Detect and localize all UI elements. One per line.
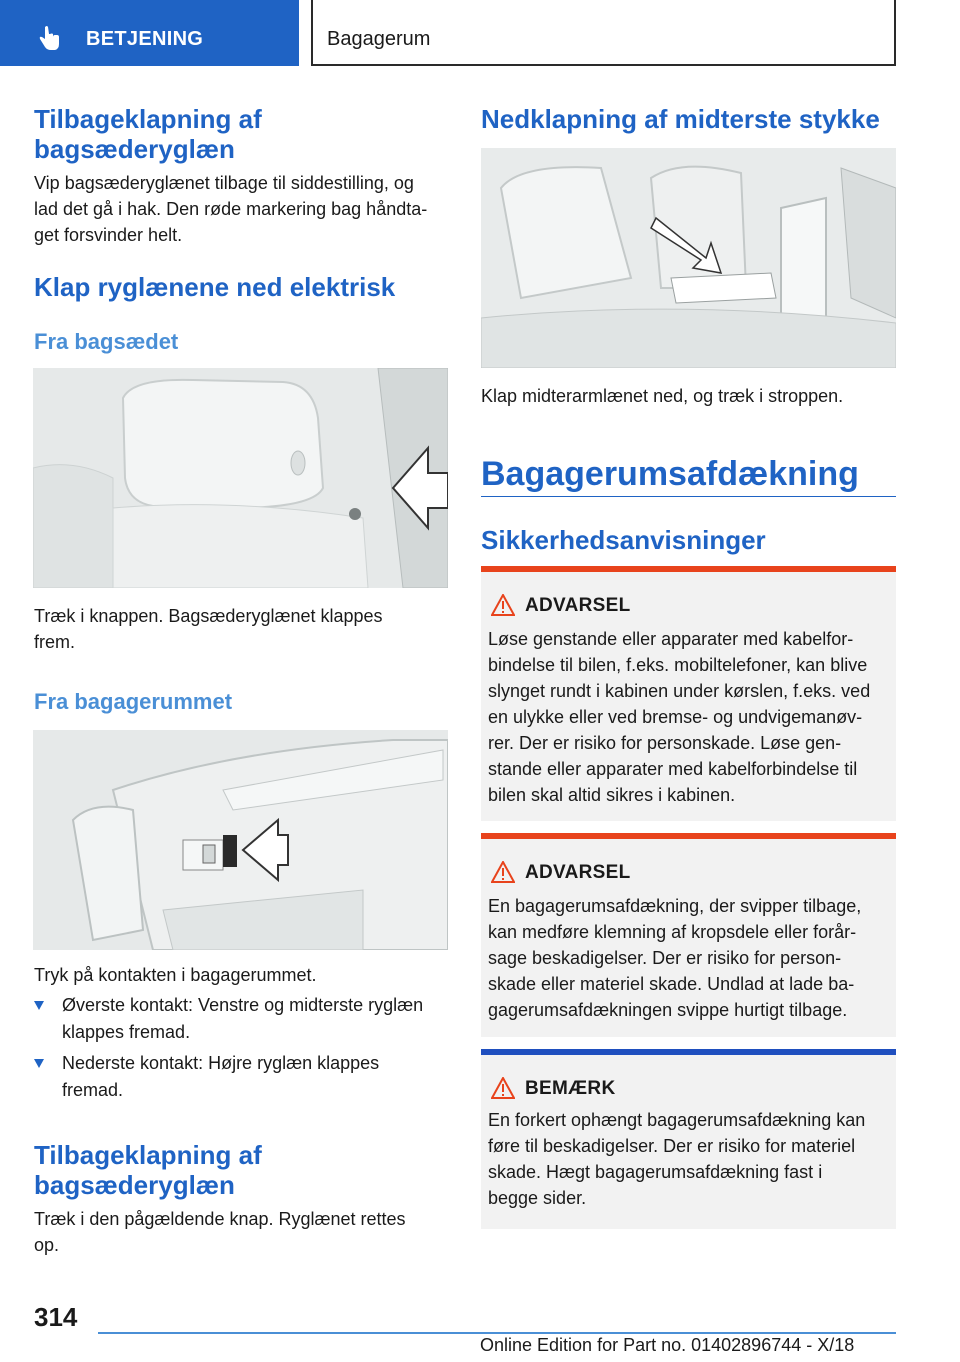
notice-triangle-icon (491, 1077, 515, 1099)
breadcrumb (311, 0, 896, 66)
text-line: Træk i knappen. Bagsæderyglænet klappes (34, 606, 383, 626)
text-line: frem. (34, 632, 76, 652)
bullet-triangle-icon (34, 1059, 44, 1068)
warning-box (481, 833, 896, 1037)
cargo-switch-image (33, 730, 448, 950)
note-text (488, 1107, 888, 1211)
section-title-electric: Klap ryglænene ned elektrisk (34, 272, 396, 302)
warning-text (488, 893, 888, 1023)
warning-box (481, 566, 896, 821)
text-line: sage beskadigelser. Der er risiko for person- (488, 948, 842, 968)
text-line: get forsvinder helt. (34, 225, 183, 245)
middle-armrest-image (481, 148, 896, 368)
text-line: En forkert ophængt bagagerumsafdækning kan (488, 1110, 866, 1130)
text-line: En bagagerumsafdækning, der svipper tilbage, (488, 896, 862, 916)
warning-text (488, 626, 888, 808)
chapter-title: Bagagerumsafdækning (481, 455, 859, 493)
text-line: Vip bagsæderyglænet tilbage til siddestilling, og (34, 173, 414, 193)
image1-caption (34, 603, 383, 655)
bullet-triangle-icon (34, 1001, 44, 1010)
warning-title: ADVARSEL (525, 595, 631, 616)
text-line: fremad. (62, 1080, 124, 1100)
title-line: Tilbageklapning af (34, 104, 262, 134)
text-line: slynget rundt i kabinen under kørslen, f.eks. ved (488, 681, 871, 701)
page-number: 314 (34, 1302, 78, 1332)
note-title: BEMÆRK (525, 1078, 616, 1099)
text-line: bilen skal altid sikres i kabinen. (488, 785, 736, 805)
list-item-text (62, 992, 423, 1046)
section-title-fold-back (34, 104, 262, 164)
text-line: en ulykke eller ved bremse- og undvigemanøv- (488, 707, 863, 727)
safety-notes-title: Sikkerhedsanvisninger (481, 525, 766, 555)
note-bar (481, 1049, 896, 1055)
footer-edition: Online Edition for Part no. 01402896744 - X/18 (480, 1335, 855, 1355)
text-line: Løse genstande eller apparater med kabelfor- (488, 629, 854, 649)
text-line: gagerumsafdækningen svippe hurtigt tilbage. (488, 1000, 848, 1020)
text-line: kan medføre klemning af kropsdele eller forår- (488, 922, 857, 942)
text-line: stande eller apparater med kabelforbindelse til (488, 759, 858, 779)
section-tab[interactable] (0, 0, 299, 66)
text-line: klappes fremad. (62, 1022, 191, 1042)
subsection-title-rear-seat: Fra bagsædet (34, 329, 179, 354)
title-line: Tilbageklapning af (34, 1140, 262, 1170)
armrest-illustration (481, 148, 896, 368)
note-box (481, 1049, 896, 1229)
text-line: op. (34, 1235, 60, 1255)
subsection-title-cargo: Fra bagagerummet (34, 689, 233, 714)
text-line: skade eller materiel skade. Undlad at lade ba- (488, 974, 855, 994)
section-title-middle-fold: Nedklapning af midterste stykke (481, 104, 880, 134)
text-line: lad det gå i hak. Den røde markering bag håndta- (34, 199, 428, 219)
image3-caption: Klap midterarmlænet ned, og træk i stroppen. (481, 386, 844, 406)
section-title-fold-back-2 (34, 1140, 262, 1200)
text-line: skade. Hægt bagagerumsafdækning fast i (488, 1162, 823, 1182)
rear-seat-button-image (33, 368, 448, 588)
breadcrumb-label: Bagagerum (327, 28, 431, 50)
warning-bar (481, 566, 896, 572)
title-line: bagsæderyglæn (34, 134, 235, 164)
text-line: begge sider. (488, 1188, 587, 1208)
list-item-text (62, 1050, 379, 1104)
rear-seat-illustration (33, 368, 448, 588)
text-line: Nederste kontakt: Højre ryglæn klappes (62, 1053, 380, 1073)
warning-title: ADVARSEL (525, 862, 631, 883)
title-line: bagsæderyglæn (34, 1170, 235, 1200)
text-line: Træk i den pågældende knap. Ryglænet rettes (34, 1209, 406, 1229)
text-line: rer. Der er risiko for personskade. Løse gen- (488, 733, 842, 753)
section-tab-label: BETJENING (86, 28, 204, 50)
warning-bar (481, 833, 896, 839)
warning-triangle-icon (491, 594, 515, 616)
text-line: føre til beskadigelser. Der er risiko for materiel (488, 1136, 856, 1156)
paragraph-fold-back (34, 170, 427, 248)
image2-caption: Tryk på kontakten i bagagerummet. (34, 965, 317, 985)
chapter-title-underline (481, 496, 896, 497)
footer-divider (98, 1332, 896, 1334)
text-line: Øverste kontakt: Venstre og midterste ryglæn (62, 995, 424, 1015)
paragraph-fold-back-2 (34, 1206, 406, 1258)
warning-triangle-icon (491, 861, 515, 883)
hand-pointer-icon (36, 25, 62, 51)
text-line: bindelse til bilen, f.eks. mobiltelefoner, kan blive (488, 655, 868, 675)
cargo-switch-illustration (33, 730, 448, 950)
